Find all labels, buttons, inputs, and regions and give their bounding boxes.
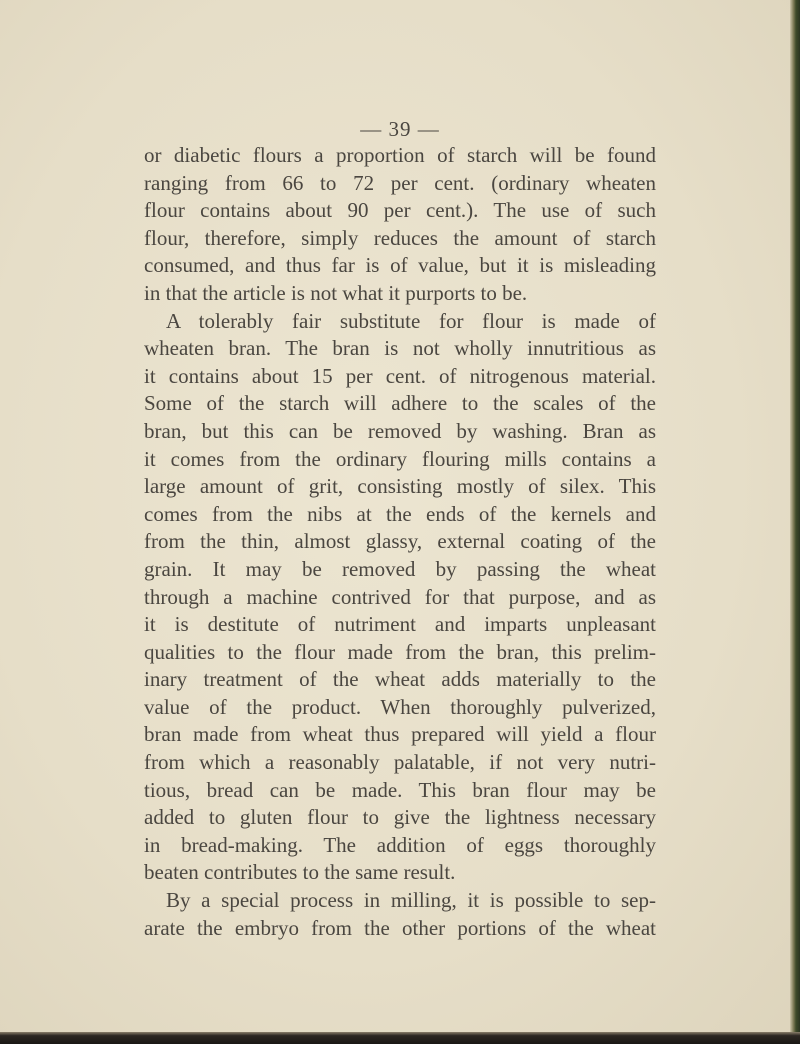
text-line: it comes from the ordinary flouring mills contains a [144, 446, 656, 471]
text-line: tious, bread can be made. This bran flour may be [144, 777, 656, 802]
page-edge-right [790, 0, 800, 1044]
text-line: By a special process in milling, it is possible to sep- [166, 888, 656, 913]
text-line: flour contains about 90 per cent.). The use of such [144, 198, 656, 223]
text-line: A tolerably fair substitute for flour is made of [166, 308, 656, 333]
text-line: grain. It may be removed by passing the wheat [144, 556, 656, 581]
page-number: — 39 — [360, 117, 440, 141]
text-line: inary treatment of the wheat adds materially to the [144, 667, 656, 692]
text-line: Some of the starch will adhere to the scales of the [144, 391, 656, 416]
text-line: flour, therefore, simply reduces the amount of starch [144, 225, 656, 250]
text-line: large amount of grit, consisting mostly of silex. This [144, 474, 656, 499]
text-line: from the thin, almost glassy, external coating of the [144, 529, 656, 554]
text-line: it is destitute of nutriment and imparts unpleasant [144, 612, 656, 637]
text-line: wheaten bran. The bran is not wholly innutritious as [144, 336, 656, 361]
text-line: qualities to the flour made from the bran, this prelim- [144, 639, 656, 664]
text-line: in bread-making. The addition of eggs thoroughly [144, 832, 656, 857]
page-edge-bottom [0, 1032, 800, 1044]
text-line: or diabetic flours a proportion of starch will be found [144, 143, 656, 167]
text-line: bran, but this can be removed by washing. Bran as [144, 418, 656, 443]
text-line: comes from the nibs at the ends of the kernels and [144, 501, 656, 526]
text-line: added to gluten flour to give the lightness necessary [144, 805, 656, 830]
text-line: ranging from 66 to 72 per cent. (ordinary wheaten [144, 170, 656, 195]
text-line: in that the article is not what it purports to be. [144, 280, 528, 305]
text-line: from which a reasonably palatable, if not very nutri- [144, 750, 656, 775]
text-line: through a machine contrived for that purpose, and as [144, 584, 656, 609]
text-line: arate the embryo from the other portions of the wheat [144, 915, 656, 940]
text-line: consumed, and thus far is of value, but it is misleading [144, 253, 656, 278]
text-line: bran made from wheat thus prepared will yield a flour [144, 722, 656, 747]
body-text [144, 142, 656, 942]
text-line: beaten contributes to the same result. [144, 860, 456, 885]
text-line: value of the product. When thoroughly pulverized, [144, 694, 656, 719]
text-line: it contains about 15 per cent. of nitrogenous material. [144, 363, 656, 388]
